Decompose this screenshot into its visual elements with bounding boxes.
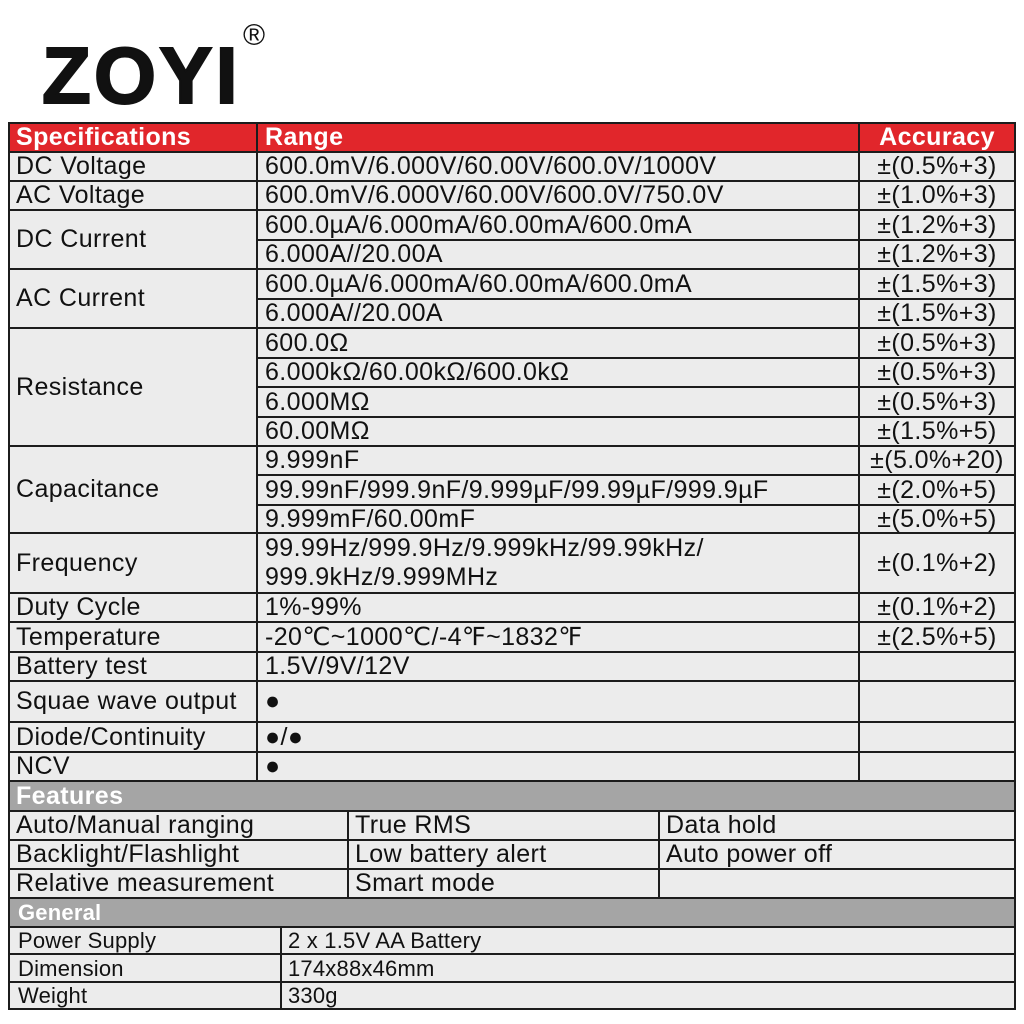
general-label-cell: Dimension bbox=[10, 955, 280, 981]
spec-name-cell: Capacitance bbox=[10, 447, 256, 532]
spec-range-cell: 60.00MΩ bbox=[258, 418, 858, 445]
spec-accuracy-cell: ±(1.5%+5) bbox=[860, 418, 1014, 445]
general-table bbox=[8, 897, 1016, 1010]
spec-accuracy-cell: ±(5.0%+5) bbox=[860, 506, 1014, 532]
spec-accuracy-cell: ±(1.2%+3) bbox=[860, 211, 1014, 239]
spec-accuracy-cell: ±(0.5%+3) bbox=[860, 359, 1014, 386]
spec-range-cell: 600.0µA/6.000mA/60.00mA/600.0mA bbox=[258, 270, 858, 298]
spec-range-cell: ● bbox=[258, 682, 858, 721]
spec-name-cell: Resistance bbox=[10, 329, 256, 445]
spec-range-cell: ● bbox=[258, 753, 858, 780]
header-accuracy: Accuracy bbox=[860, 124, 1014, 151]
spec-range-cell: 6.000A//20.00A bbox=[258, 241, 858, 268]
feature-cell-empty bbox=[660, 870, 1014, 897]
spec-accuracy-cell: ±(0.1%+2) bbox=[860, 594, 1014, 621]
spec-accuracy-cell: ±(1.2%+3) bbox=[860, 241, 1014, 268]
spec-range-cell: 600.0mV/6.000V/60.00V/600.0V/1000V bbox=[258, 153, 858, 180]
spec-name-cell: NCV bbox=[10, 753, 256, 780]
spec-name-cell: Frequency bbox=[10, 534, 256, 592]
general-label-cell: Weight bbox=[10, 983, 280, 1008]
spec-name-cell: Diode/Continuity bbox=[10, 723, 256, 751]
spec-accuracy-cell: ±(0.5%+3) bbox=[860, 329, 1014, 357]
feature-cell: Smart mode bbox=[349, 870, 658, 897]
feature-cell: True RMS bbox=[349, 812, 658, 839]
features-header: Features bbox=[10, 782, 1014, 810]
spec-accuracy-cell: ±(5.0%+20) bbox=[860, 447, 1014, 474]
spec-range-line: 999.9kHz/9.999MHz bbox=[265, 563, 499, 591]
spec-accuracy-cell: ±(1.5%+3) bbox=[860, 270, 1014, 298]
spec-range-cell: 600.0µA/6.000mA/60.00mA/600.0mA bbox=[258, 211, 858, 239]
spec-range-line: 99.99Hz/999.9Hz/9.999kHz/99.99kHz/ bbox=[265, 534, 704, 562]
spec-name-cell: Duty Cycle bbox=[10, 594, 256, 621]
spec-name-cell: Temperature bbox=[10, 623, 256, 651]
spec-accuracy-cell: ±(1.5%+3) bbox=[860, 300, 1014, 327]
spec-range-cell: 600.0Ω bbox=[258, 329, 858, 357]
header-range: Range bbox=[258, 124, 858, 151]
general-label-cell: Power Supply bbox=[10, 928, 280, 953]
spec-range-cell: 6.000A//20.00A bbox=[258, 300, 858, 327]
general-value-cell: 174x88x46mm bbox=[282, 955, 1014, 981]
spec-name-cell: DC Voltage bbox=[10, 153, 256, 180]
spec-accuracy-cell: ±(0.5%+3) bbox=[860, 388, 1014, 416]
general-header: General bbox=[10, 899, 1014, 926]
spec-accuracy-cell-empty bbox=[860, 723, 1014, 751]
spec-accuracy-cell: ±(0.1%+2) bbox=[860, 534, 1014, 592]
spec-range-cell: 1%-99% bbox=[258, 594, 858, 621]
feature-cell: Auto power off bbox=[660, 841, 1014, 868]
spec-accuracy-cell: ±(1.0%+3) bbox=[860, 182, 1014, 209]
general-value-cell: 2 x 1.5V AA Battery bbox=[282, 928, 1014, 953]
spec-name-cell: DC Current bbox=[10, 211, 256, 268]
spec-range-cell: 9.999mF/60.00mF bbox=[258, 506, 858, 532]
spec-accuracy-cell-empty bbox=[860, 653, 1014, 680]
spec-table bbox=[8, 122, 1016, 782]
spec-range-cell: 6.000kΩ/60.00kΩ/600.0kΩ bbox=[258, 359, 858, 386]
header-specifications: Specifications bbox=[10, 124, 256, 151]
spec-accuracy-cell: ±(0.5%+3) bbox=[860, 153, 1014, 180]
registered-mark: ® bbox=[243, 19, 266, 52]
spec-range-cell: ●/● bbox=[258, 723, 858, 751]
feature-cell: Backlight/Flashlight bbox=[10, 841, 347, 868]
spec-range-cell: 600.0mV/6.000V/60.00V/600.0V/750.0V bbox=[258, 182, 858, 209]
spec-name-cell: Battery test bbox=[10, 653, 256, 680]
spec-range-cell bbox=[258, 534, 858, 592]
spec-name-cell: AC Voltage bbox=[10, 182, 256, 209]
spec-range-cell: 99.99nF/999.9nF/9.999µF/99.99µF/999.9µF bbox=[258, 476, 858, 504]
spec-name-cell: AC Current bbox=[10, 270, 256, 327]
spec-accuracy-cell: ±(2.0%+5) bbox=[860, 476, 1014, 504]
spec-accuracy-cell: ±(2.5%+5) bbox=[860, 623, 1014, 651]
spec-range-cell: -20℃~1000℃/-4℉~1832℉ bbox=[258, 623, 858, 651]
spec-accuracy-cell-empty bbox=[860, 682, 1014, 721]
spec-range-cell: 9.999nF bbox=[258, 447, 858, 474]
brand-logo: ZOYI bbox=[42, 31, 241, 120]
general-value-cell: 330g bbox=[282, 983, 1014, 1008]
feature-cell: Data hold bbox=[660, 812, 1014, 839]
feature-cell: Low battery alert bbox=[349, 841, 658, 868]
spec-range-cell: 6.000MΩ bbox=[258, 388, 858, 416]
spec-name-cell: Squae wave output bbox=[10, 682, 256, 721]
feature-cell: Relative measurement bbox=[10, 870, 347, 897]
features-table bbox=[8, 780, 1016, 899]
spec-range-cell: 1.5V/9V/12V bbox=[258, 653, 858, 680]
spec-accuracy-cell-empty bbox=[860, 753, 1014, 780]
feature-cell: Auto/Manual ranging bbox=[10, 812, 347, 839]
